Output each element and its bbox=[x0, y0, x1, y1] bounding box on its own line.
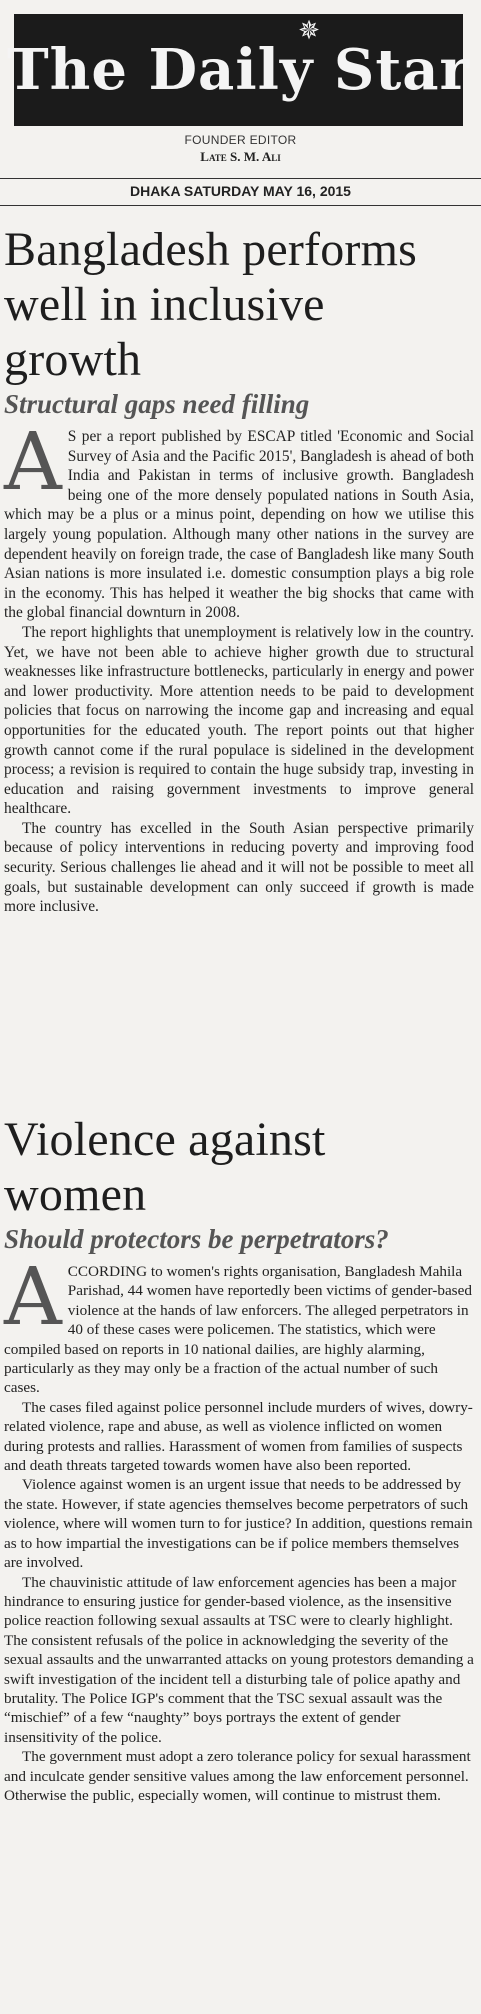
article-body bbox=[4, 415, 474, 917]
article-paragraph: The country has excelled in the South Asian perspective primarily because of policy interventions in reducing poverty and improving food security. Serious challenges lie ahead and it will not be possible to meet all goals, but sustainable development can only succeed if growth is made more inclusive. bbox=[4, 819, 474, 916]
article-paragraph: Violence against women is an urgent issue that needs to be addressed by the state. However, if state agencies themselves become perpetrators of such violence, where will women turn to for justice? In addition, questions remain as to how impartial the investigations can be if police members themselves are involved. bbox=[4, 1476, 473, 1572]
article-body bbox=[4, 1250, 474, 1805]
masthead-title: The Daily Star bbox=[6, 37, 471, 103]
drop-cap: A bbox=[4, 1250, 62, 1343]
star-icon: ✵ bbox=[298, 16, 320, 45]
article-headline: Bangladesh performs well in inclusive growth bbox=[4, 223, 418, 386]
article-subhead: Should protectors be perpetrators? bbox=[4, 1224, 389, 1254]
article-paragraph: The government must adopt a zero tolerance policy for sexual harassment and inculcate gender sensitive values among the law enforcement personnel. Otherwise the public, especially women, will continue to mistrust them. bbox=[4, 1748, 471, 1804]
article-paragraph: The chauvinistic attitude of law enforcement agencies has been a major hindrance to ensuring justice for gender-based violence, as the insensitive police reaction following sexual assaults at TSC were to clearly highlight. The consistent refusals of the police in acknowledging the severity of the sexual assaults and the unwarranted attacks on young protestors demanding a swift investigation of the incident tell a disturbing tale of police apathy and brutality. The Police IGP's comment that the TSC sexual assault was the “mischief” of a few “naughty” boys portrays the extent of gender insensitivity of the police. bbox=[4, 1573, 474, 1746]
dateline: DHAKA SATURDAY MAY 16, 2015 bbox=[0, 178, 481, 206]
article-subhead: Structural gaps need filling bbox=[4, 389, 310, 419]
founder-editor-name: Late S. M. Ali bbox=[200, 149, 281, 164]
article-paragraph: The report highlights that unemployment is relatively low in the country. Yet, we have not been able to achieve higher growth due to structural weaknesses like infrastructure bottlenecks, particularly in energy and power and lower productivity. More attention needs to be paid to development policies that focus on narrowing the income gap and increasing and equal opportunities for the educated youth. The report points out that higher growth cannot come if the rural populace is sidelined in the development process; a revision is required to contain the huge subsidy trap, investing in education and raising government investments to improve general healthcare. bbox=[4, 623, 474, 818]
article-headline: Violence against women bbox=[4, 1113, 326, 1221]
editorial-article bbox=[4, 1112, 474, 1805]
founder-editor-block bbox=[0, 133, 481, 165]
article-paragraph: The cases filed against police personnel include murders of wives, dowry-related violence, rape and abuse, as well as violence inflicted on women during protests and rallies. Harassment of women from families of suspects and death threats targeted towards women have also been reported. bbox=[4, 1398, 473, 1475]
masthead bbox=[6, 14, 471, 126]
drop-cap: A bbox=[4, 415, 62, 508]
article-paragraph: CCORDING to women's rights organisation, Bangladesh Mahila Parishad, 44 women have reportedly been victims of gender-based violence at the hands of law enforcers. The alleged perpetrators in 40 of these cases were policemen. The statistics, which were compiled based on reports in 10 national dailies, are highly alarming, particularly as they may only be a fraction of the actual number of such cases. bbox=[4, 1263, 472, 1397]
founder-editor-label: FOUNDER EDITOR bbox=[184, 133, 297, 147]
article-paragraph: S per a report published by ESCAP titled 'Economic and Social Survey of Asia and the Pacific 2015', Bangladesh is ahead of both India and Pakistan in terms of inclusive growth. Bangladesh being one of the more densely populated nations in South Asia, which may be a plus or a minus point, depending on how we utilise this largely young population. Although many other nations in the survey are dependent heavily on foreign trade, the case of Bangladesh like many South Asian nations is more insulated i.e. domestic consumption plays a big role in the economy. This has helped it weather the big shocks that came with the global financial downturn in 2008. bbox=[4, 428, 474, 622]
editorial-article bbox=[4, 222, 474, 917]
